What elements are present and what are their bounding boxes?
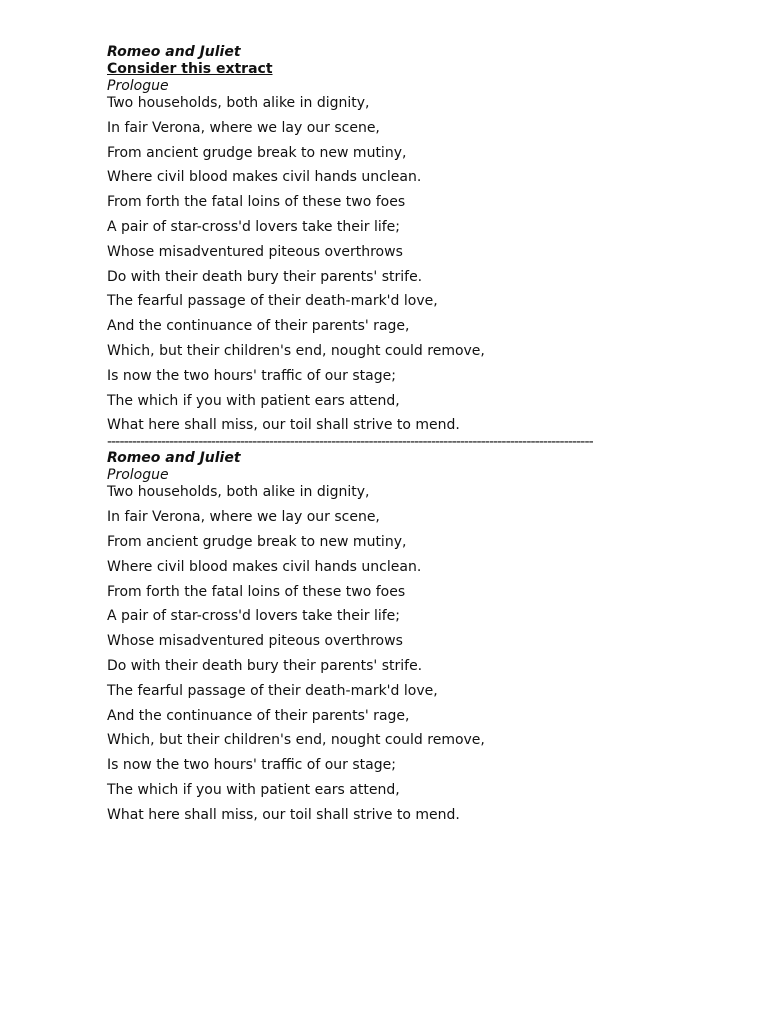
verse-line: Which, but their children's end, nought could remove, bbox=[107, 732, 485, 749]
play-title: Romeo and Juliet bbox=[107, 450, 241, 467]
verse-line: The fearful passage of their death-mark'd love, bbox=[107, 682, 438, 699]
verse-line: In fair Verona, where we lay our scene, bbox=[107, 509, 380, 526]
extract-heading: Consider this extract bbox=[107, 61, 273, 77]
play-title: Romeo and Juliet bbox=[107, 44, 241, 60]
verse-block bbox=[107, 95, 667, 434]
verse-line: From ancient grudge break to new mutiny, bbox=[107, 533, 407, 550]
verse-line: Is now the two hours' traffic of our stage; bbox=[107, 367, 396, 384]
verse-line: Whose misadventured piteous overthrows bbox=[107, 633, 403, 650]
verse-line: And the continuance of their parents' rage, bbox=[107, 707, 410, 724]
verse-line: From ancient grudge break to new mutiny, bbox=[107, 144, 407, 161]
verse-block bbox=[107, 484, 667, 823]
verse-line: From forth the fatal loins of these two foes bbox=[107, 583, 406, 600]
verse-line: Which, but their children's end, nought could remove, bbox=[107, 342, 485, 359]
extract-section-2 bbox=[107, 450, 667, 823]
verse-line: Whose misadventured piteous overthrows bbox=[107, 243, 403, 260]
verse-line: Where civil blood makes civil hands unclean. bbox=[107, 558, 422, 575]
verse-line: Do with their death bury their parents' strife. bbox=[107, 268, 423, 285]
verse-line: Two households, both alike in dignity, bbox=[107, 95, 370, 111]
prologue-label: Prologue bbox=[107, 78, 169, 94]
extract-section-1 bbox=[107, 44, 667, 434]
verse-line: Where civil blood makes civil hands unclean. bbox=[107, 169, 422, 186]
verse-line: A pair of star-cross'd lovers take their life; bbox=[107, 608, 400, 625]
dashed-divider: --------------------------------------------------------------------------------------------------------------------- bbox=[107, 434, 593, 451]
verse-line: In fair Verona, where we lay our scene, bbox=[107, 119, 380, 136]
verse-line: From forth the fatal loins of these two foes bbox=[107, 194, 406, 211]
verse-line: Two households, both alike in dignity, bbox=[107, 484, 370, 501]
document-page bbox=[107, 44, 667, 824]
verse-line: And the continuance of their parents' rage, bbox=[107, 318, 410, 335]
verse-line: What here shall miss, our toil shall strive to mend. bbox=[107, 806, 460, 823]
verse-line: A pair of star-cross'd lovers take their life; bbox=[107, 218, 400, 235]
verse-line: The fearful passage of their death-mark'd love, bbox=[107, 293, 438, 310]
verse-line: Is now the two hours' traffic of our stage; bbox=[107, 757, 396, 774]
prologue-label: Prologue bbox=[107, 467, 169, 484]
verse-line: The which if you with patient ears attend, bbox=[107, 781, 400, 798]
verse-line: The which if you with patient ears attend, bbox=[107, 392, 400, 409]
verse-line: Do with their death bury their parents' strife. bbox=[107, 657, 423, 674]
verse-line: What here shall miss, our toil shall strive to mend. bbox=[107, 417, 460, 434]
